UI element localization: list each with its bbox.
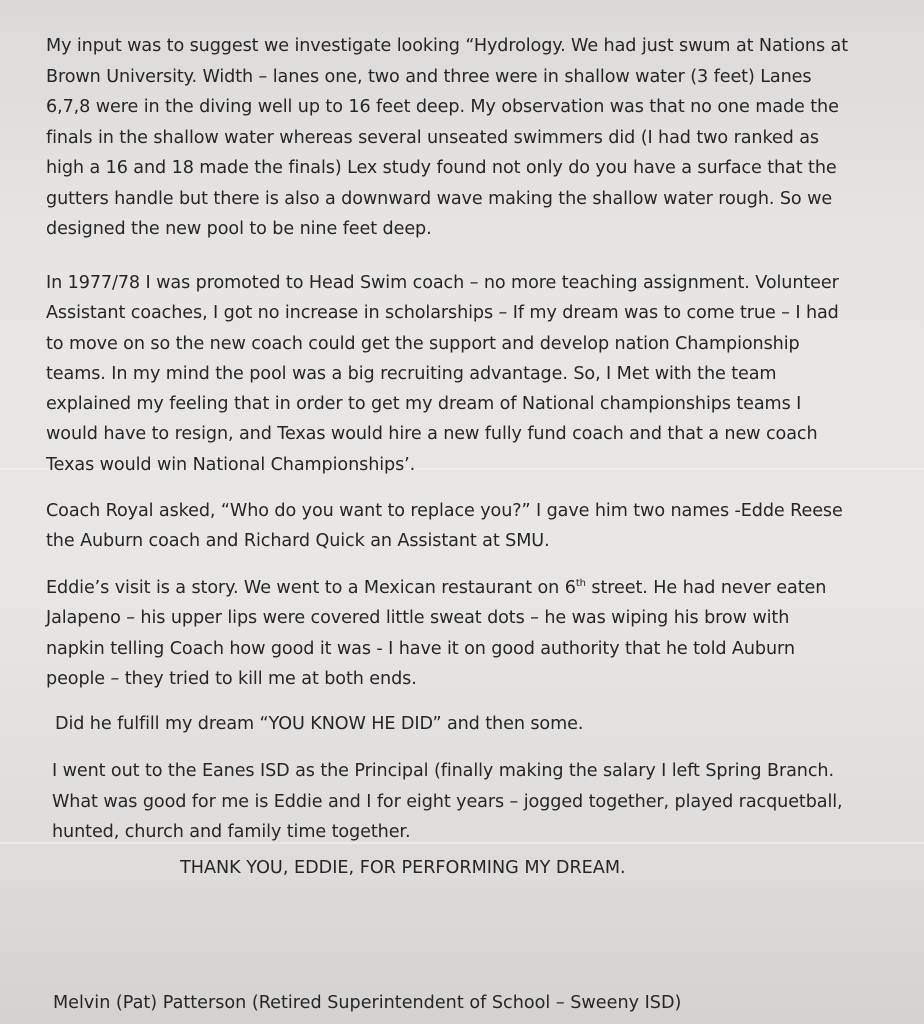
paragraph-eddie-visit [46,573,906,694]
paragraph-promotion [46,268,906,480]
text-segment: street. He had never eaten [585,578,827,598]
text-line: the Auburn coach and Richard Quick an Assistant at SMU. [46,531,550,552]
text-line: What was good for me is Eddie and I for eight years – jogged together, played racquetball, [52,791,843,812]
text-line: designed the new pool to be nine feet deep. [46,219,432,239]
paragraph-hydrology [46,31,906,245]
text-line: Jalapeno – his upper lips were covered little sweat dots – he was wiping his brow with [46,608,790,629]
text-line: gutters handle but there is also a downward wave making the shallow water rough. So we [46,188,833,209]
text-line: high a 16 and 18 made the finals) Lex study found not only do you have a surface that the [46,158,837,178]
text-line: finals in the shallow water whereas several unseated swimmers did (I had two ranked as [46,127,819,148]
text-line: Assistant coaches, I got no increase in scholarships – If my dream was to come true – I had [46,303,839,324]
text-line: hunted, church and family time together. [52,822,411,842]
paragraph-dream-fulfilled [55,709,915,740]
paragraph-eanes-isd [52,756,912,848]
text-line: teams. In my mind the pool was a big recruiting advantage. So, I Met with the team [46,363,777,384]
text-line [46,573,906,603]
text-line: would have to resign, and Texas would hire a new fully fund coach and that a new coach [46,424,818,445]
text-line: 6,7,8 were in the diving well up to 16 feet deep. My observation was that no one made the [46,97,839,117]
text-line: In 1977/78 I was promoted to Head Swim coach – no more teaching assignment. Volunteer [46,273,839,293]
text-line: Coach Royal asked, “Who do you want to replace you?” I gave him two names -Edde Reese [46,501,843,521]
text-line: napkin telling Coach how good it was - I have it on good authority that he told Auburn [46,638,795,659]
text-line: Brown University. Width – lanes one, two and three were in shallow water (3 feet) Lanes [46,66,812,87]
text-line: explained my feeling that in order to get my dream of National championships teams I [46,394,802,415]
text-line: I went out to the Eanes ISD as the Principal (finally making the salary I left Spring Branch. [52,761,834,781]
paragraph-coach-royal [46,496,906,557]
text-line: people – they tried to kill me at both ends. [46,668,417,689]
text-line: Texas would win National Championships’. [46,454,416,475]
signature-line: Melvin (Pat) Patterson (Retired Superintendent of School – Sweeny ISD) [53,993,682,1013]
text-line: My input was to suggest we investigate looking “Hydrology. We had just swum at Nations at [46,36,849,56]
text-segment: Eddie’s visit is a story. We went to a Mexican restaurant on 6 [46,578,576,598]
text-line: Did he fulfill my dream “YOU KNOW HE DID” and then some. [55,714,584,734]
text-line: to move on so the new coach could get the support and develop nation Championship [46,333,800,354]
thank-you-line: THANK YOU, EDDIE, FOR PERFORMING MY DREAM. [180,858,626,878]
ordinal-superscript: th [575,578,586,590]
